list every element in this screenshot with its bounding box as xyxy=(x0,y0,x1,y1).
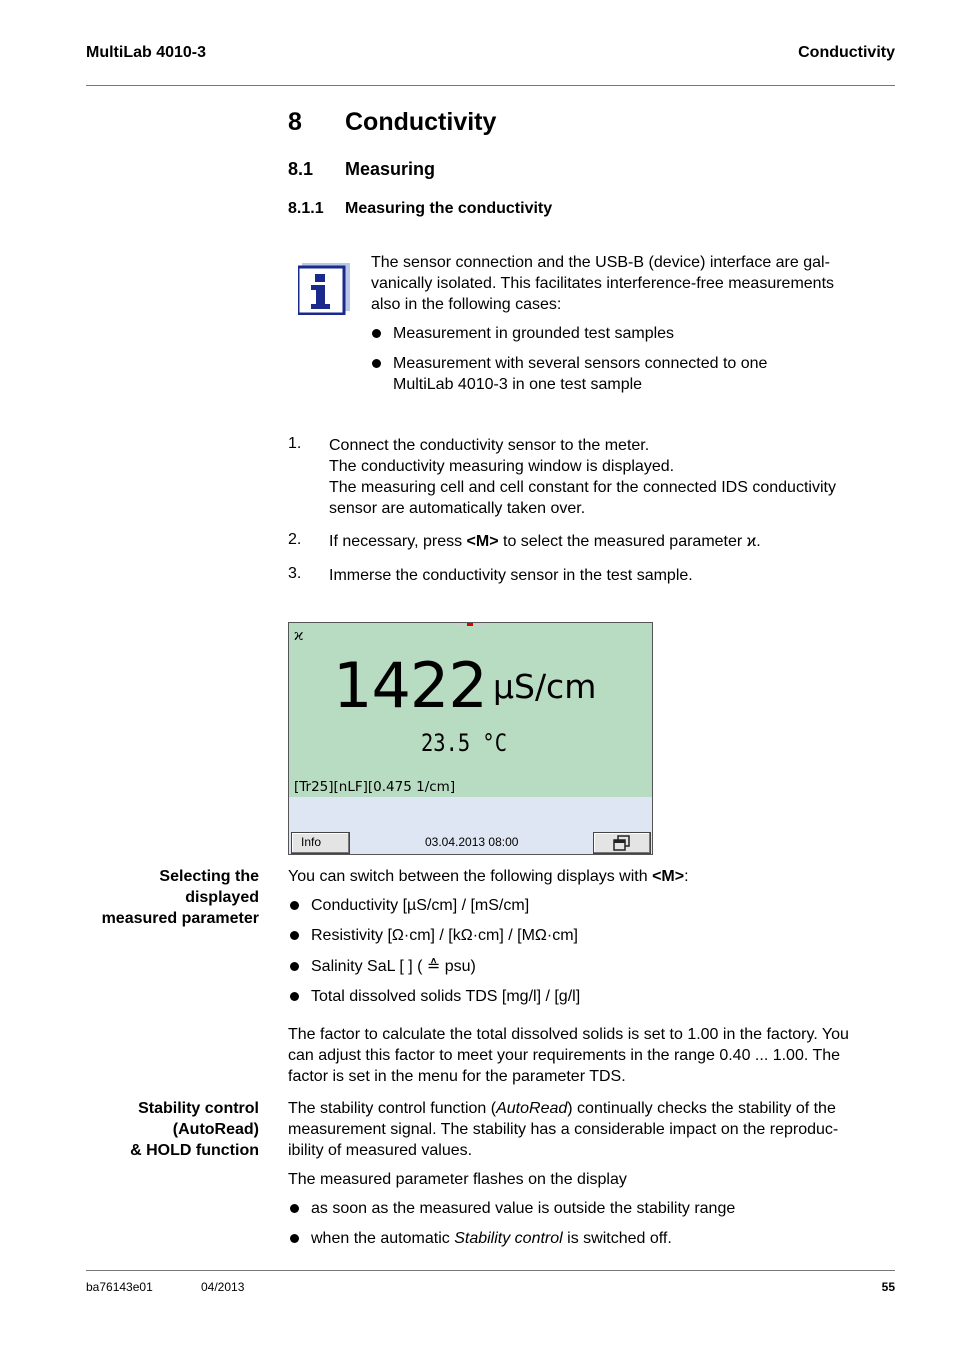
step-text: Connect the conductivity sensor to the meter. The conductivity measuring window is displayed. The measuring cell and cell constant for the connected IDS conductivity sensor are automatically taken over. xyxy=(329,437,836,517)
parameter-symbol: ϰ xyxy=(294,626,304,644)
footer-rule xyxy=(86,1270,895,1271)
section-number: 8.1 xyxy=(288,159,314,179)
selecting-intro: You can switch between the following displays with <M>: xyxy=(288,868,689,885)
header-rule xyxy=(86,85,895,86)
cell-info: [Tr25][nLF][0.475 1/cm] xyxy=(294,779,456,795)
note-line: also in the following cases: xyxy=(371,296,562,313)
note-line: The sensor connection and the USB-B (device) interface are gal- xyxy=(371,254,830,271)
date-time: 03.04.2013 08:00 xyxy=(425,835,519,849)
status-marks xyxy=(454,623,488,626)
step-number: 1. xyxy=(288,435,302,452)
temperature-value: 23.5 °C xyxy=(421,729,507,757)
measured-value: 1422 xyxy=(333,649,487,722)
note-bullet: Measurement in grounded test samples xyxy=(393,325,675,342)
side-heading-selecting: Selecting the displayed measured parameter xyxy=(101,868,259,927)
info-softkey[interactable]: Info xyxy=(291,832,350,854)
note-line: vanically isolated. This facilitates interference-free measurements xyxy=(371,275,835,292)
step-number: 2. xyxy=(288,531,302,548)
meter-display xyxy=(288,622,653,855)
option-bullet: Resistivity [Ω·cm] / [kΩ·cm] / [MΩ·cm] xyxy=(311,927,578,944)
display-measurement-area xyxy=(289,623,652,797)
window-softkey[interactable] xyxy=(593,832,651,854)
info-icon xyxy=(298,263,350,315)
measured-unit: µS/cm xyxy=(493,667,597,706)
step-text: Immerse the conductivity sensor in the test sample. xyxy=(329,567,693,584)
tds-factor-paragraph: The factor to calculate the total dissolved solids is set to 1.00 in the factory. You can adjust this factor to meet your requirements in the range 0.40 ... 1.00. The factor is set in the menu for the parameter TDS. xyxy=(288,1026,849,1085)
note-bullet: Measurement with several sensors connected to one MultiLab 4010-3 in one test sample xyxy=(393,355,768,393)
page-number: 55 xyxy=(881,1280,895,1294)
chapter-number: 8 xyxy=(288,108,302,136)
option-bullet: Conductivity [µS/cm] / [mS/cm] xyxy=(311,897,530,914)
window-icon xyxy=(594,833,650,853)
step-number: 3. xyxy=(288,565,302,582)
footer-doc-id: ba76143e01 xyxy=(86,1280,153,1294)
footer-date: 04/2013 xyxy=(201,1280,245,1294)
option-bullet: Total dissolved solids TDS [mg/l] / [g/l] xyxy=(311,988,581,1005)
step-text: If necessary, press <M> to select the measured parameter ϰ. xyxy=(329,533,761,550)
chapter-title: Conductivity xyxy=(345,108,497,136)
subsection-number: 8.1.1 xyxy=(288,200,324,217)
flash-bullet: when the automatic Stability control is switched off. xyxy=(311,1230,672,1247)
side-heading-stability: Stability control (AutoRead) & HOLD function xyxy=(130,1100,259,1159)
note-text xyxy=(371,252,891,315)
running-header-product: MultiLab 4010-3 xyxy=(86,44,207,61)
stability-paragraph: The stability control function (AutoRead) continually checks the stability of the measurement signal. The stability has a considerable impact on the reproduc- ibility of measured values. xyxy=(288,1100,839,1159)
key-m: <M> xyxy=(652,868,685,885)
key-m: <M> xyxy=(466,533,499,550)
running-header-chapter: Conductivity xyxy=(798,44,895,61)
subsection-title: Measuring the conductivity xyxy=(345,200,553,217)
flash-bullet: as soon as the measured value is outside the stability range xyxy=(311,1200,736,1217)
option-bullet: Salinity SaL [ ] ( ≙ psu) xyxy=(311,958,476,975)
flash-text: The measured parameter flashes on the display xyxy=(288,1171,627,1188)
section-title: Measuring xyxy=(345,159,436,179)
